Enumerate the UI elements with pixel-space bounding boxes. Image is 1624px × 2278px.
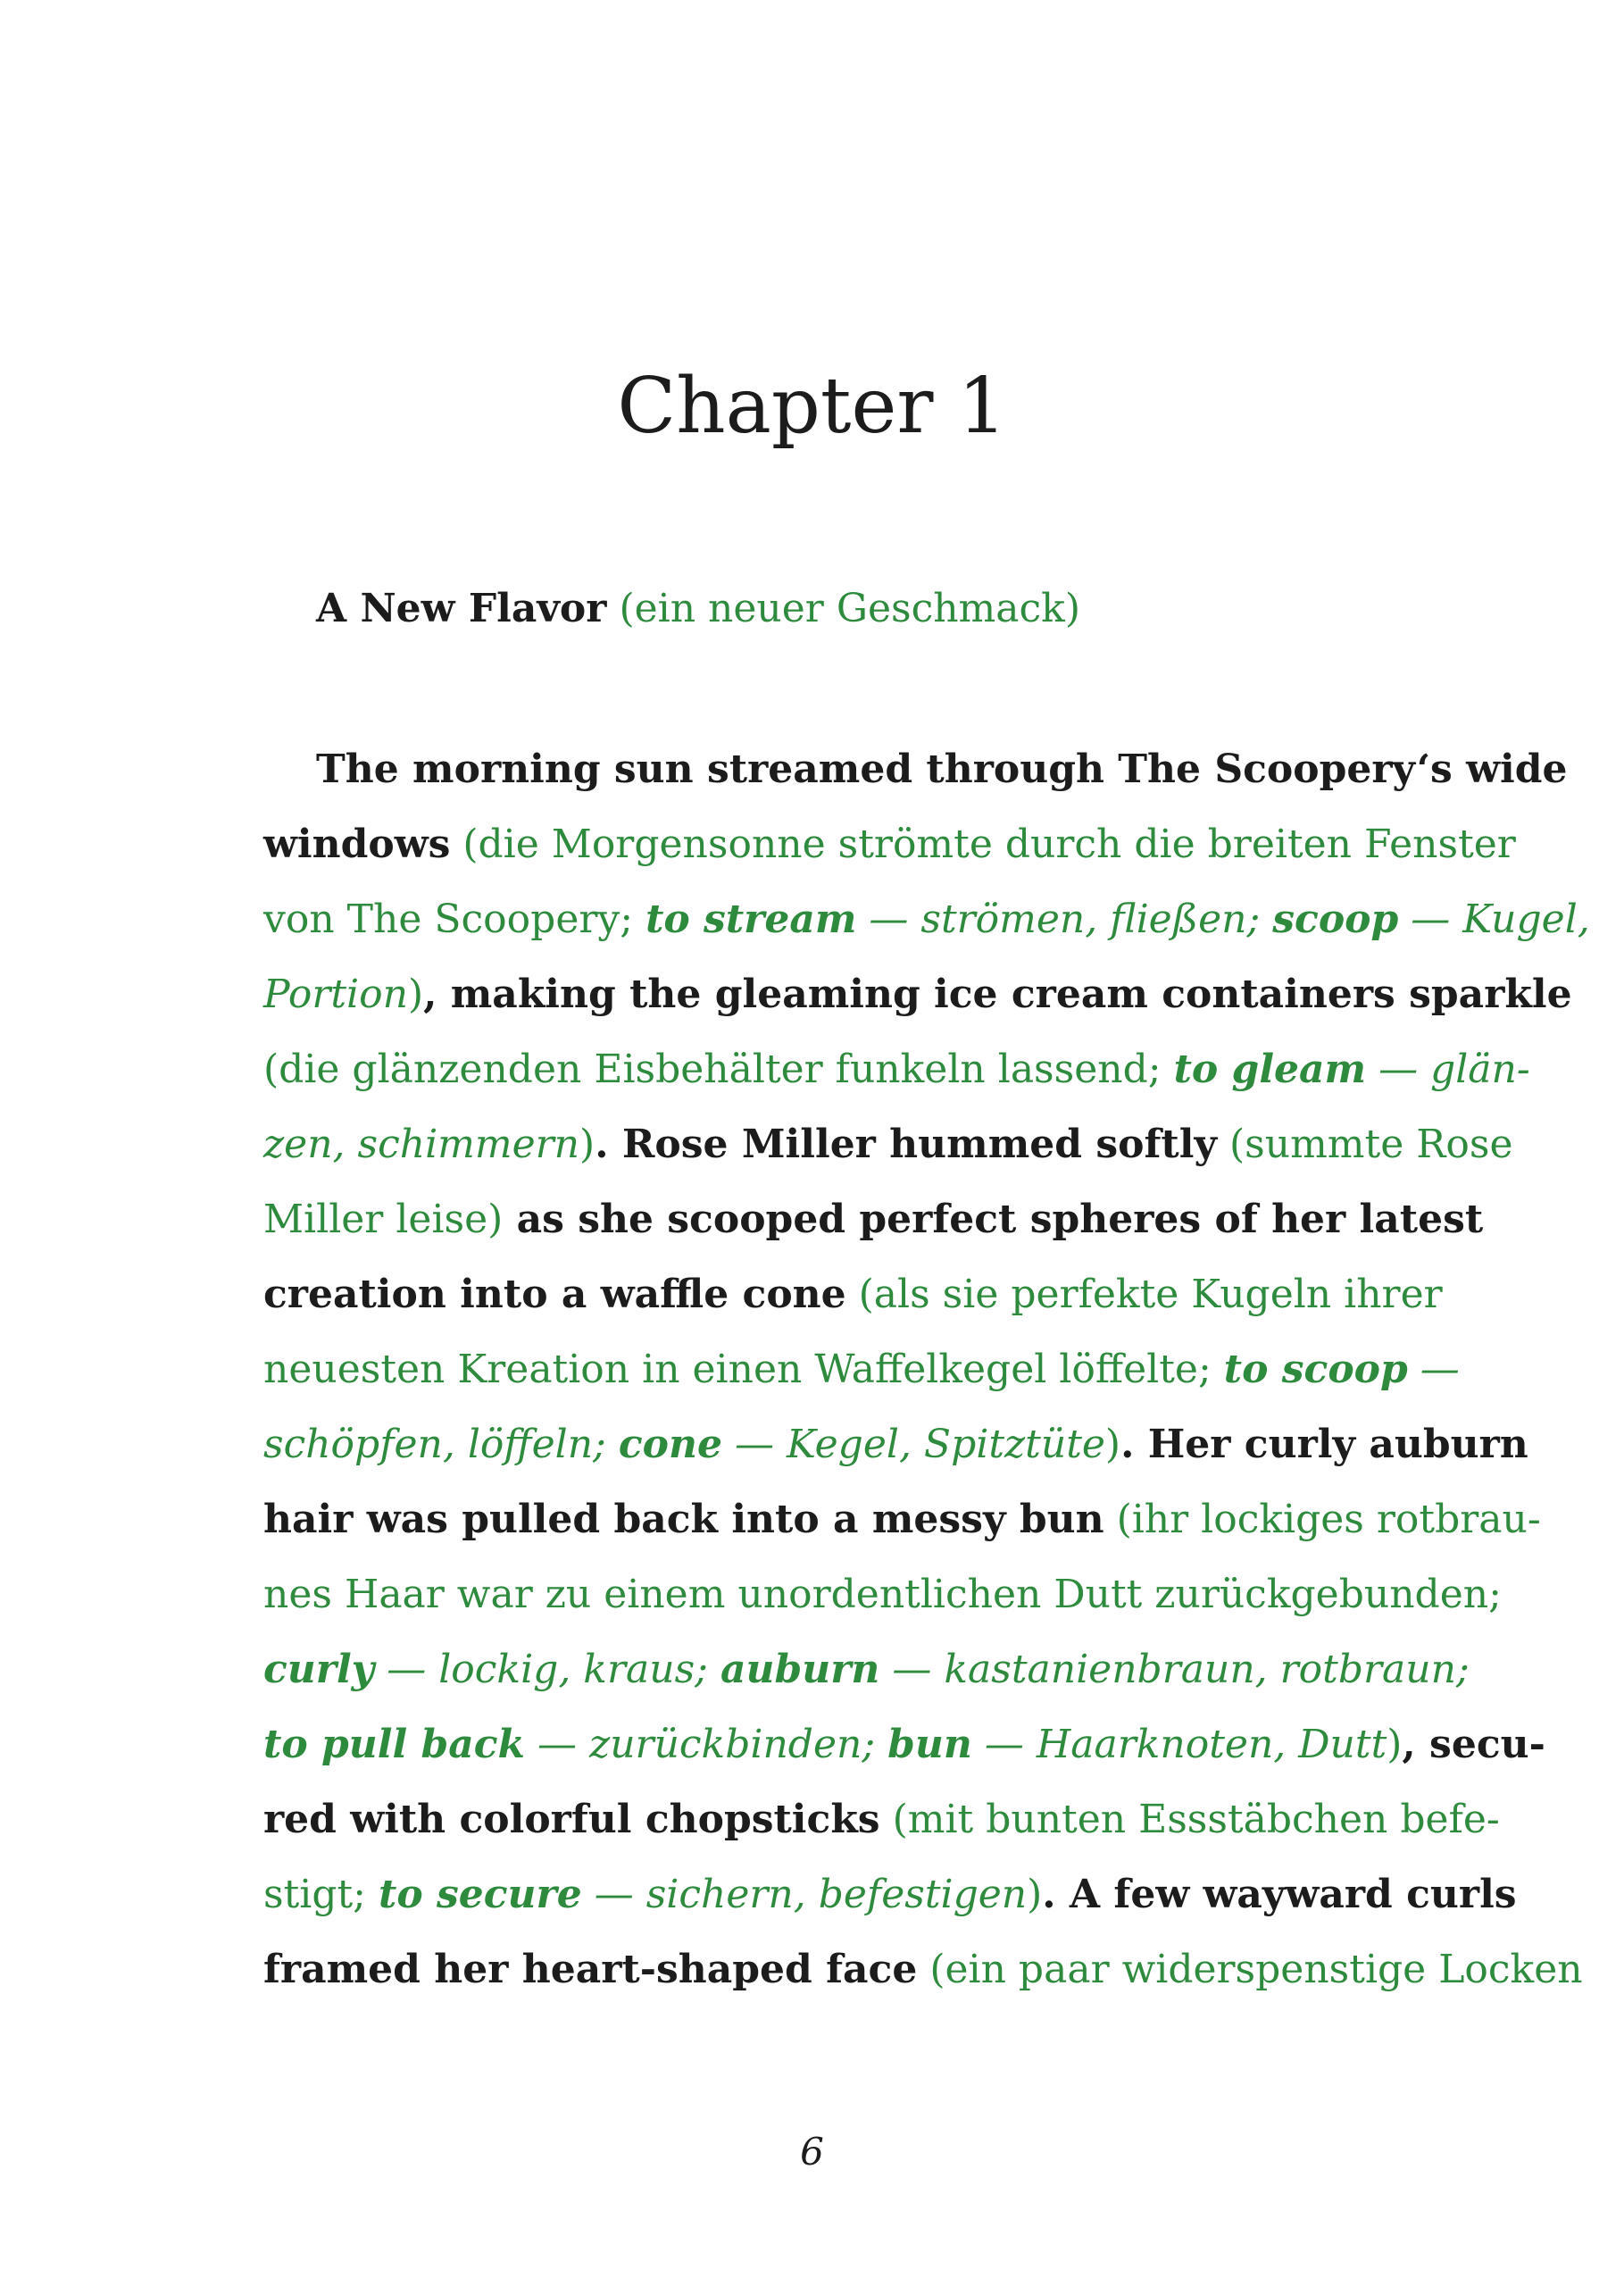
text-line [263,1557,1502,1632]
english-text: windows [263,822,451,867]
translation-italic: zen, schimmern [263,1122,580,1167]
text-line [263,1482,1541,1557]
english-text: . Her curly auburn [1120,1422,1528,1467]
translation-italic: — strömen, fließen; [856,897,1273,942]
page-number: 6 [800,2130,824,2174]
translation-text: Miller leise) [263,1197,504,1242]
chapter-title: Chapter 1 [617,362,1007,451]
translation-italic: schöpfen, löffeln; [263,1422,619,1467]
text-line [263,807,1516,882]
text-line [263,1407,1528,1482]
vocab-term: cone [618,1422,722,1467]
english-text: red with colorful chopsticks [263,1797,880,1842]
translation-italic: — lockig, kraus; [374,1647,720,1692]
english-text: hair was pulled back into a messy bun [263,1497,1104,1542]
translation-italic: — [1407,1347,1460,1392]
vocab-term: to gleam [1173,1047,1367,1092]
translation-italic: — sichern, befestigen [581,1872,1028,1917]
text-line [263,1932,1583,2007]
text-line [263,957,1572,1032]
translation-text: von The Scoopery; [263,897,646,942]
text-line [263,1257,1443,1332]
text-line [263,1107,1513,1182]
english-text: , secu- [1402,1722,1545,1767]
vocab-term: bun [887,1722,972,1767]
translation-text: (ein paar widerspenstige Locken [917,1947,1583,1992]
vocab-term: to stream [645,897,857,942]
vocab-term: to pull back [263,1722,526,1767]
translation-italic: — zurückbinden; [525,1722,888,1767]
section-title-german: (ein neuer Geschmack) [619,586,1080,631]
section-title [316,572,1477,647]
english-text: as she scooped perfect spheres of her latest [503,1197,1484,1242]
english-text: . Rose Miller hummed softly [595,1122,1218,1167]
translation-text: (die glänzenden Eisbehälter funkeln lassend; [263,1047,1174,1092]
text-line [263,1707,1545,1782]
vocab-term: to secure [379,1872,582,1917]
translation-italic: — glän- [1366,1047,1530,1092]
vocab-term: curly [263,1647,375,1692]
vocab-term: to scoop [1223,1347,1408,1392]
english-text: framed her heart-shaped face [263,1947,918,1992]
text-line [316,732,1568,807]
translation-text: stigt; [263,1872,379,1917]
translation-italic: — Kugel, [1398,897,1590,942]
translation-text: (summte Rose [1217,1122,1513,1167]
translation-text: nes Haar war zu einem unordentlichen Dutt zurückgebunden; [263,1572,1502,1617]
translation-text: (mit bunten Essstäbchen befe- [879,1797,1500,1842]
english-text: , making the gleaming ice cream containers sparkle [423,972,1572,1017]
english-text: creation into a waffle cone [263,1272,846,1317]
translation-italic: — Haarknoten, Dutt [971,1722,1387,1767]
translation-text: (als sie perfekte Kugeln ihrer [845,1272,1443,1317]
section-title-english: A New Flavor [316,586,607,631]
translation-text: ) [1027,1872,1043,1917]
text-line [263,1032,1530,1107]
english-text: The morning sun streamed through The Scoopery‘s wide [316,747,1568,792]
translation-text: neuesten Kreation in einen Waffelkegel löffelte; [263,1347,1224,1392]
translation-text: ) [1104,1422,1121,1467]
text-line [263,1782,1500,1857]
translation-text: ) [579,1122,595,1167]
translation-italic: — kastanienbraun, rotbraun; [879,1647,1470,1692]
translation-text: ) [407,972,424,1017]
vocab-term: auburn [720,1647,880,1692]
translation-italic: Portion [263,972,408,1017]
vocab-term: scoop [1272,897,1399,942]
translation-text: (ihr lockiges rotbrau- [1103,1497,1541,1542]
text-line [263,1182,1484,1257]
translation-text: (die Morgensonne strömte durch die breiten Fenster [450,822,1516,867]
english-text: . A few wayward curls [1042,1872,1517,1917]
text-line [263,1857,1517,1932]
translation-text: ) [1387,1722,1403,1767]
translation-italic: — Kegel, Spitztüte [721,1422,1105,1467]
text-line [263,1632,1470,1707]
text-line [263,882,1590,957]
text-line [263,1332,1460,1407]
